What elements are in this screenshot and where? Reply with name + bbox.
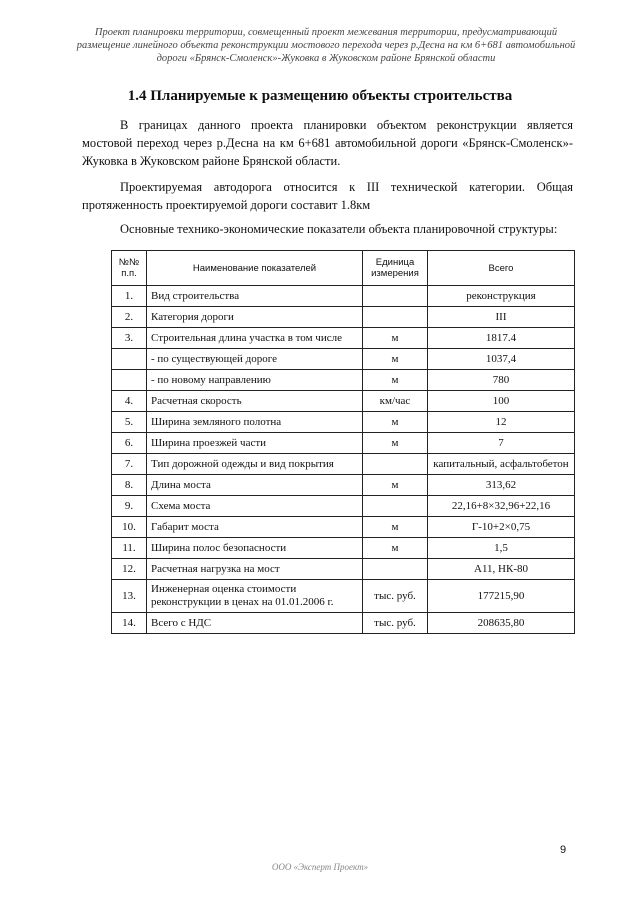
table-row bbox=[112, 580, 575, 613]
row-total: 313,62 bbox=[428, 475, 575, 496]
row-number: 9. bbox=[112, 496, 147, 517]
row-total: А11, НК-80 bbox=[428, 559, 575, 580]
header-unit: Единица измерения bbox=[363, 251, 428, 286]
row-indicator-name: Ширина полос безопасности bbox=[147, 538, 363, 559]
row-indicator-name: Габарит моста bbox=[147, 517, 363, 538]
row-number: 14. bbox=[112, 613, 147, 634]
row-total: 177215,90 bbox=[428, 580, 575, 613]
header-indicator-name: Наименование показателей bbox=[147, 251, 363, 286]
table-row bbox=[112, 433, 575, 454]
row-unit bbox=[363, 496, 428, 517]
row-number: 8. bbox=[112, 475, 147, 496]
row-number: 1. bbox=[112, 286, 147, 307]
table-row bbox=[112, 613, 575, 634]
row-number: 4. bbox=[112, 391, 147, 412]
table-row bbox=[112, 517, 575, 538]
row-number bbox=[112, 349, 147, 370]
row-number: 5. bbox=[112, 412, 147, 433]
row-total: 780 bbox=[428, 370, 575, 391]
footer-stamp: ООО «Эксперт Проект» bbox=[271, 862, 369, 872]
row-total: реконструкция bbox=[428, 286, 575, 307]
row-indicator-name: Вид строительства bbox=[147, 286, 363, 307]
row-total: 1817.4 bbox=[428, 328, 575, 349]
section-title: 1.4 Планируемые к размещению объекты строительства bbox=[127, 88, 513, 104]
row-total: III bbox=[428, 307, 575, 328]
row-unit bbox=[363, 559, 428, 580]
row-unit: м bbox=[363, 433, 428, 454]
row-number: 12. bbox=[112, 559, 147, 580]
header-number: №№ п.п. bbox=[112, 251, 147, 286]
row-total: капитальный, асфальтобетон bbox=[428, 454, 575, 475]
row-total: 100 bbox=[428, 391, 575, 412]
indicators-table bbox=[111, 250, 575, 634]
row-indicator-name: - по новому направлению bbox=[147, 370, 363, 391]
row-indicator-name: - по существующей дороге bbox=[147, 349, 363, 370]
row-unit: м bbox=[363, 370, 428, 391]
table-caption: Основные технико-экономические показатели объекта планировочной структуры: bbox=[120, 222, 558, 236]
table-body bbox=[112, 286, 575, 634]
row-unit: м bbox=[363, 412, 428, 433]
row-number: 11. bbox=[112, 538, 147, 559]
table-row bbox=[112, 412, 575, 433]
row-unit: км/час bbox=[363, 391, 428, 412]
row-indicator-name: Ширина земляного полотна bbox=[147, 412, 363, 433]
paragraph-reconstruction-object: В границах данного проекта планировки объектом реконструкции является мостовой переход через р.Десна на км 6+681 автомобильной дороги «Брянск-Смоленск»-Жуковка в Жуковском районе Брянской области. bbox=[82, 118, 573, 168]
table-header-row bbox=[112, 251, 575, 286]
row-unit bbox=[363, 307, 428, 328]
table-row bbox=[112, 286, 575, 307]
row-total: 7 bbox=[428, 433, 575, 454]
row-unit bbox=[363, 286, 428, 307]
running-header: Проект планировки территории, совмещенный проект межевания территории, предусматривающий размещение линейного объекта реконструкции мостового перехода через р.Десна на км 6+681 автомобильной дороги «Брянск-Смоленск»-Жуковка в Жуковском районе Брянской области bbox=[76, 27, 576, 64]
row-indicator-name: Инженерная оценка стоимости реконструкции в ценах на 01.01.2006 г. bbox=[147, 580, 363, 613]
page-number: 9 bbox=[560, 844, 567, 856]
row-unit bbox=[363, 454, 428, 475]
row-unit: м bbox=[363, 475, 428, 496]
row-total: 208635,80 bbox=[428, 613, 575, 634]
row-unit: м bbox=[363, 538, 428, 559]
row-unit: м bbox=[363, 517, 428, 538]
table-row bbox=[112, 496, 575, 517]
row-total: 22,16+8×32,96+22,16 bbox=[428, 496, 575, 517]
row-total: 12 bbox=[428, 412, 575, 433]
row-indicator-name: Расчетная скорость bbox=[147, 391, 363, 412]
row-indicator-name: Расчетная нагрузка на мост bbox=[147, 559, 363, 580]
row-number: 13. bbox=[112, 580, 147, 613]
row-indicator-name: Схема моста bbox=[147, 496, 363, 517]
row-indicator-name: Ширина проезжей части bbox=[147, 433, 363, 454]
row-number: 6. bbox=[112, 433, 147, 454]
row-total: 1,5 bbox=[428, 538, 575, 559]
table-row bbox=[112, 475, 575, 496]
row-indicator-name: Всего с НДС bbox=[147, 613, 363, 634]
table-row bbox=[112, 370, 575, 391]
row-indicator-name: Длина моста bbox=[147, 475, 363, 496]
row-indicator-name: Тип дорожной одежды и вид покрытия bbox=[147, 454, 363, 475]
row-number: 3. bbox=[112, 328, 147, 349]
row-unit: тыс. руб. bbox=[363, 613, 428, 634]
table-row bbox=[112, 307, 575, 328]
table-row bbox=[112, 559, 575, 580]
header-total: Всего bbox=[428, 251, 575, 286]
table-row bbox=[112, 349, 575, 370]
row-number bbox=[112, 370, 147, 391]
row-total: Г-10+2×0,75 bbox=[428, 517, 575, 538]
row-total: 1037,4 bbox=[428, 349, 575, 370]
table-row bbox=[112, 538, 575, 559]
row-unit: тыс. руб. bbox=[363, 580, 428, 613]
table-row bbox=[112, 454, 575, 475]
row-indicator-name: Строительная длина участка в том числе bbox=[147, 328, 363, 349]
row-indicator-name: Категория дороги bbox=[147, 307, 363, 328]
table-row bbox=[112, 391, 575, 412]
table-row bbox=[112, 328, 575, 349]
row-number: 7. bbox=[112, 454, 147, 475]
paragraph-road-category: Проектируемая автодорога относится к III технической категории. Общая протяженность проектируемой дороги составит 1.8км bbox=[82, 180, 573, 212]
row-unit: м bbox=[363, 328, 428, 349]
row-unit: м bbox=[363, 349, 428, 370]
row-number: 10. bbox=[112, 517, 147, 538]
row-number: 2. bbox=[112, 307, 147, 328]
